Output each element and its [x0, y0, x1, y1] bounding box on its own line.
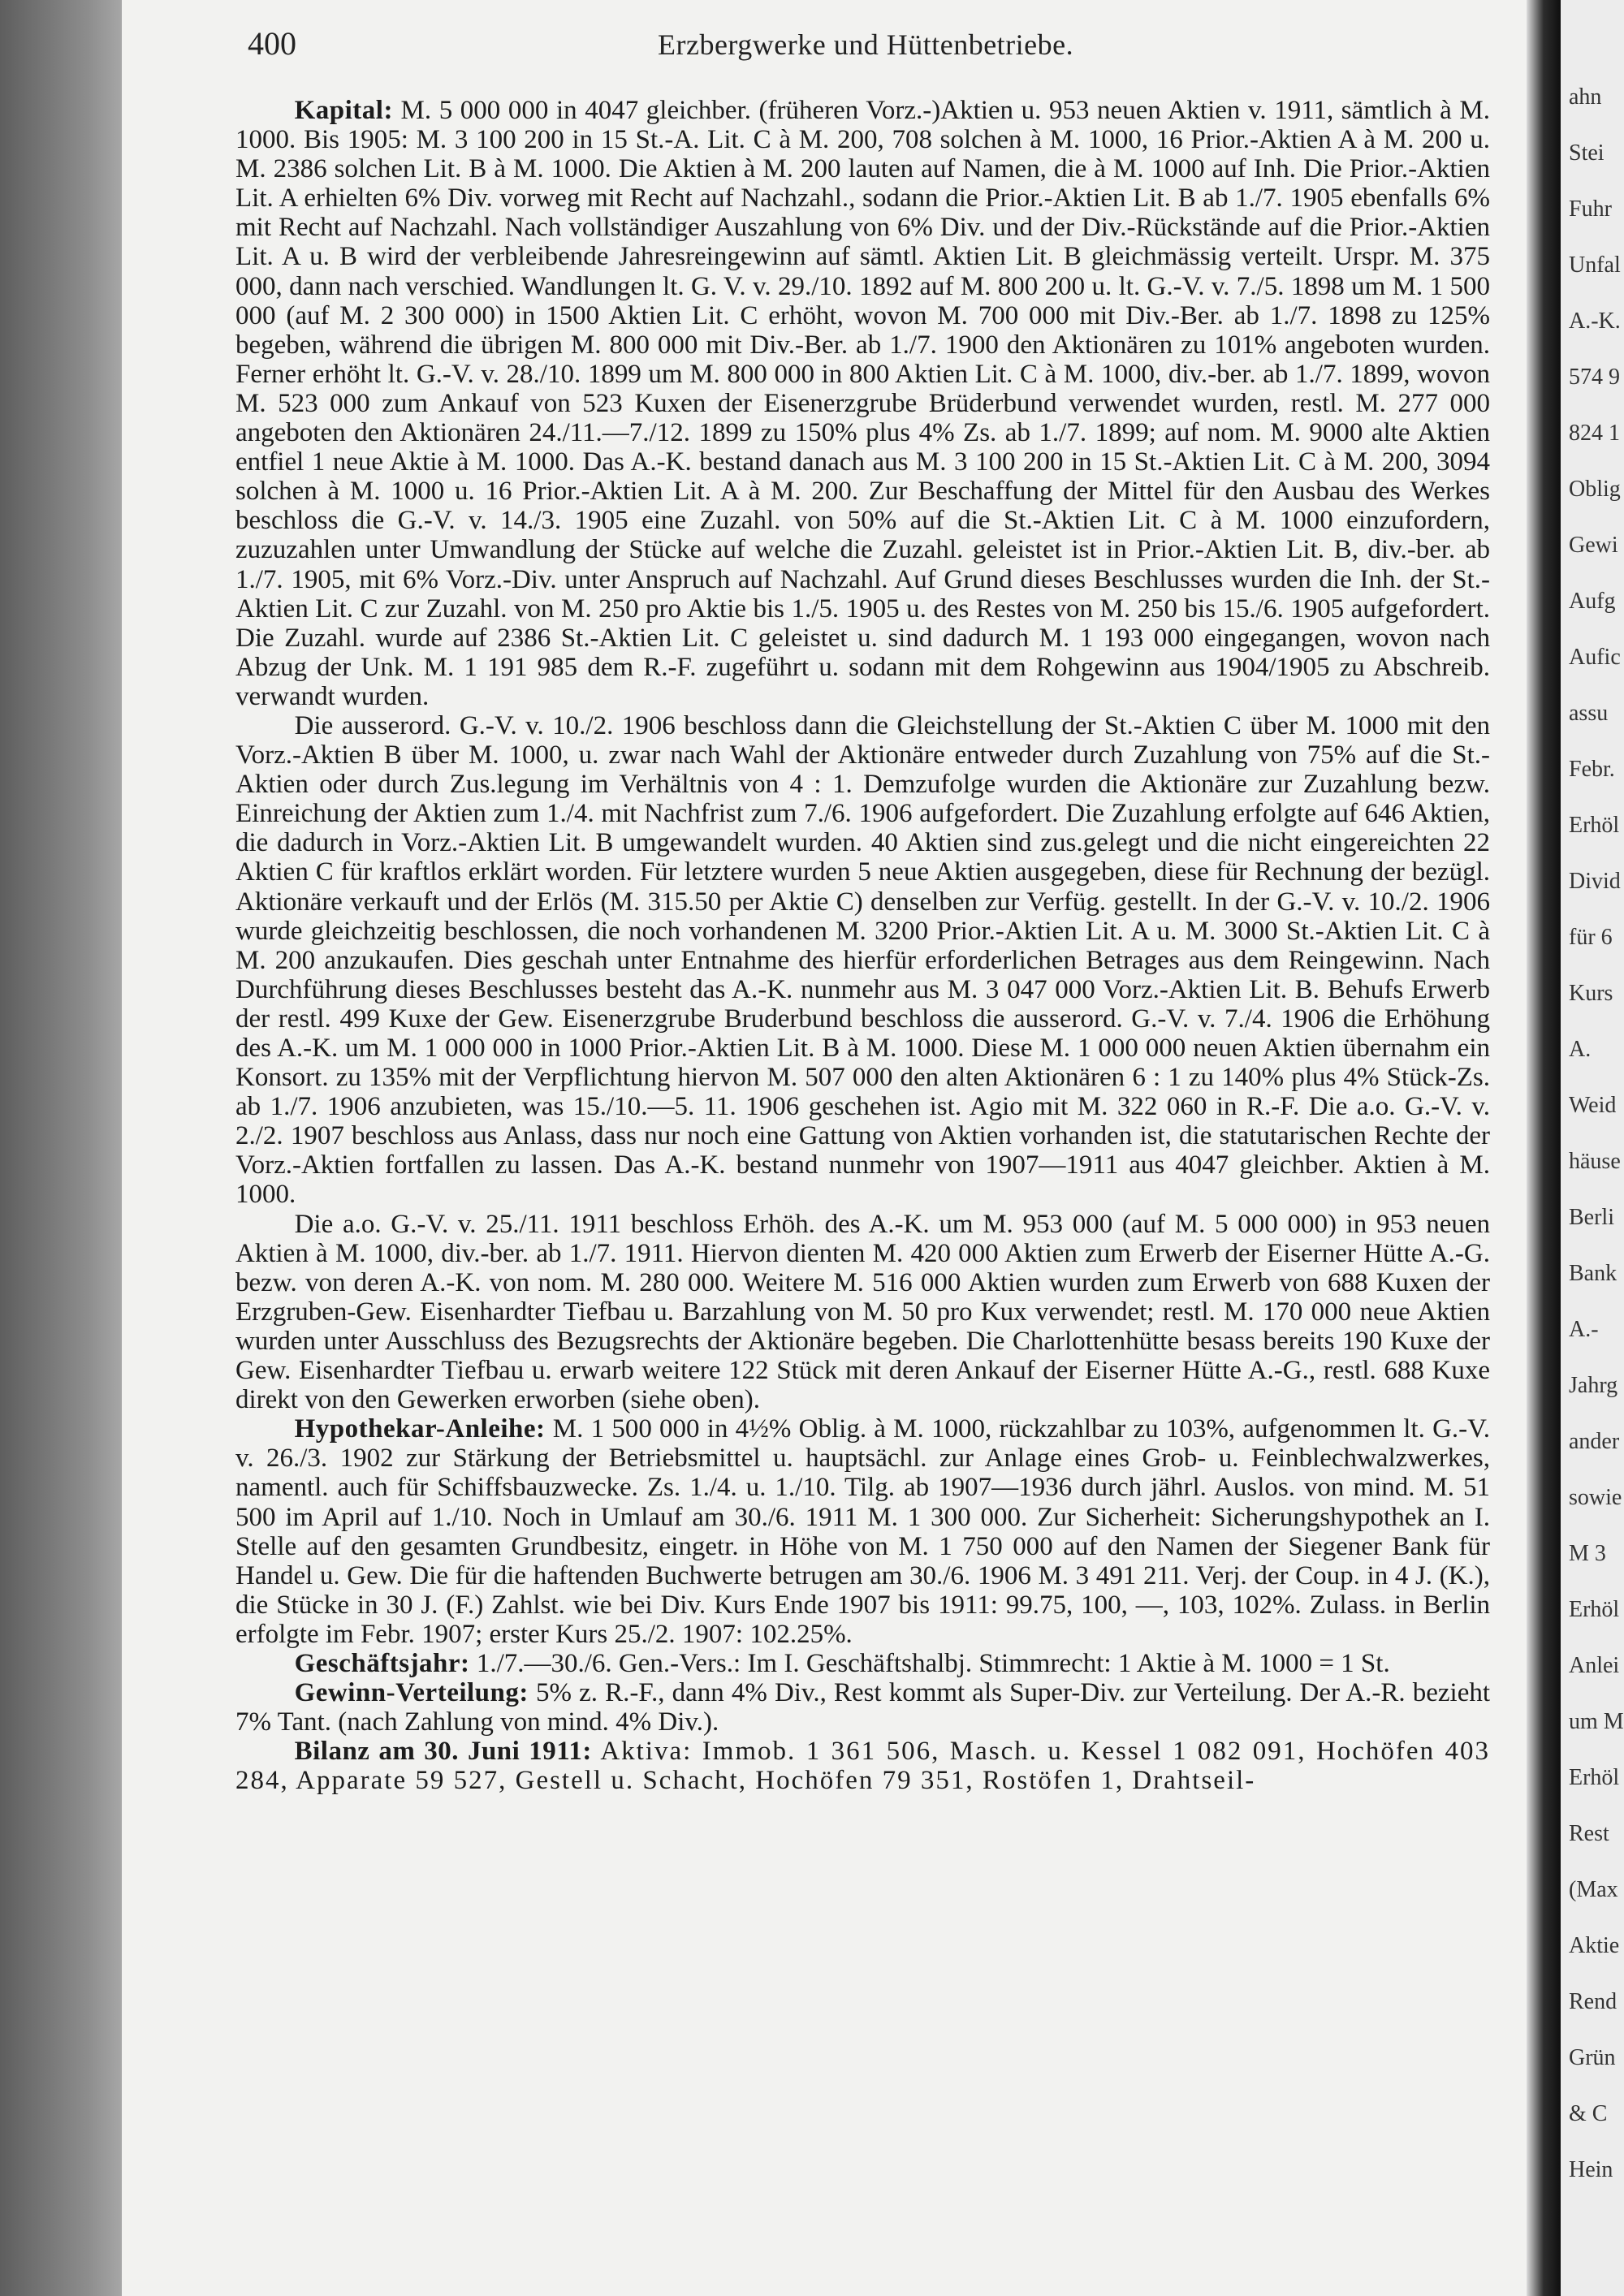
paragraph-lead: Hypothekar-Anleihe:: [294, 1414, 546, 1444]
next-page-fragment: Stei: [1569, 140, 1605, 166]
next-page-fragment: Divid: [1569, 869, 1621, 894]
next-page-fragment: Anlei: [1569, 1653, 1620, 1678]
next-page-fragment: Oblig: [1569, 477, 1621, 502]
next-page-fragment: Grün: [1569, 2045, 1616, 2070]
next-page-fragment: Weid: [1569, 1093, 1617, 1118]
next-page-fragment: M 3: [1569, 1541, 1606, 1566]
paragraph-text: M. 5 000 000 in 4047 gleichber. (früheren Vorz.-)Aktien u. 953 neuen Aktien v. 1911, sämtlich à M. 1000. Bis 1905: M. 3 100 200 in 15 St.-A. Lit. C à M. 200, 708 solchen à M. 1000, 16 Prior.-Aktien A à M. 200 u. M. 2386 solchen Lit. B à M. 1000. Die Aktien à M. 200 lauten auf Namen, die à M. 1000 auf Inh. Die Prior.-Aktien Lit. A erhielten 6% Div. vorweg mit Recht auf Nachzahl., sodann die Prior.-Aktien Lit. B ab 1./7. 1905 ebenfalls 6% mit Recht auf Nachzahl. Nach vollständiger Auszahlung von 6% Div. und der Div.-Rückstände auf die Prior.-Aktien Lit. A u. B wird der verbleibende Jahresreingewinn auf sämtl. Aktien Lit. B gleichmässig verteilt. Urspr. M. 375 000, dann nach verschied. Wandlungen lt. G. V. v. 29./10. 1892 auf M. 800 200 u. lt. G.-V. v. 7./5. 1898 um M. 1 500 000 (auf M. 2 300 000) in 1500 Aktien Lit. C erhöht, wovon M. 700 000 mit Div.-Ber. ab 1./7. 1898 zu 125% begeben, während die übrigen M. 800 000 mit Div.-Ber. ab 1./7. 1900 den Aktionären zu 101% angeboten wurden. Ferner erhöht lt. G.-V. v. 28./10. 1899 um M. 800 000 in 800 Aktien Lit. C à M. 1000, div.-ber. ab 1./7. 1899, wovon M. 523 000 zum Ankauf von 523 Kuxen der Eisenerzgrube Brüderbund verwendet wurden, restl. M. 277 000 angeboten den Aktionären 24./11.—7./12. 1899 zu 150% plus 4% Zs. ab 1./7. 1899; auf nom. M. 9000 alte Aktien entfiel 1 neue Aktie à M. 1000. Das A.-K. bestand danach aus M. 3 100 200 in 15 St.-Aktien Lit. C à M. 200, 3094 solchen à M. 1000 u. 16 Prior.-Aktien Lit. A à M. 200. Zur Beschaffung der Mittel für den Ausbau des Werkes beschloss die G.-V. v. 14./3. 1905 eine Zuzahl. von 50% auf die St.-Aktien Lit. C à M. 1000 einzufordern, zuzuzahlen unter Umwandlung der Stücke auf welche die Zuzahl. geleistet ist in Prior.-Aktien Lit. B, div.-ber. ab 1./7. 1905, mit 6% Vorz.-Div. unter Anspruch auf Nachzahl. Auf Grund dieses Beschlusses wurden die Inh. der St.-Aktien Lit. C zur Zuzahl. von M. 250 pro Aktie bis 1./5. 1905 u. des Restes von M. 250 bis 15./6. 1905 aufgefordert. Die Zuzahl. wurde auf 2386 St.-Aktien Lit. C geleistet u. sind dadurch M. 1 193 000 eingegangen, wovon nach Abzug der Unk. M. 1 191 985 dem R.-F. zugeführt u. sodann mit dem Rohgewinn aus 1904/1905 zu Abschreib. verwandt wurden.: [235, 96, 1491, 711]
paragraph-text: Die ausserord. G.-V. v. 10./2. 1906 beschloss dann die Gleichstellung der St.-Aktien C über M. 1000 mit den Vorz.-Aktien B über M. 1000, u. zwar nach Wahl der Aktionäre entweder durch Zuzahlung von 75% auf die St.-Aktien oder durch Zus.legung im Verhältnis von 4 : 1. Demzufolge wurden die Aktionäre zur Zuzahlung bezw. Einreichung der Aktien zum 1./4. mit Nachfrist zum 7./6. 1906 aufgefordert. Die Zuzahlung erfolgte auf 646 Aktien, die dadurch in Vorz.-Aktien Lit. B umgewandelt wurden. 40 Aktien sind zus.gelegt und die nicht eingereichten 22 Aktien C für kraftlos erklärt worden. Für letztere wurden 5 neue Aktien ausgegeben, diese für Rechnung der bezügl. Aktionäre verkauft und der Erlös (M. 315.50 per Aktie C) denselben zur Verfüg. gestellt. In der G.-V. v. 10./2. 1906 wurde gleichzeitig beschlossen, die noch vorhandenen M. 3200 Prior.-Aktien Lit. A u. M. 3000 St.-Aktien Lit. C à M. 200 anzukaufen. Dies geschah unter Entnahme des hierfür erforderlichen Betrages aus dem Reingewinn. Nach Durchführung dieses Beschlusses besteht das A.-K. nunmehr aus M. 3 047 000 Vorz.-Aktien Lit. B. Behufs Erwerb der restl. 499 Kuxe der Gew. Eisenerzgrube Bruderbund beschloss die ausserord. G.-V. v. 7./4. 1906 die Erhöhung des A.-K. um M. 1 000 000 in 1000 Prior.-Aktien Lit. B à M. 1000. Diese M. 1 000 000 neuen Aktien übernahm ein Konsort. zu 135% mit der Verpflichtung hiervon M. 507 000 den alten Aktionären 6 : 1 zu 140% plus 4% Stück-Zs. ab 1./7. 1906 anzubieten, was 15./10.—5. 11. 1906 geschehen ist. Agio mit M. 322 060 in R.-F. Die a.o. G.-V. v. 2./2. 1907 beschloss aus Anlass, dass nur noch eine Gattung von Aktien vorhanden ist, die statutarischen Rechte der Vorz.-Aktien fortfallen zu lassen. Das A.-K. bestand nunmehr von 1907—1911 aus 4047 gleichber. Aktien à M. 1000.: [235, 710, 1490, 1210]
paragraph-bilanz: [235, 1737, 1490, 1795]
paragraph-text: 5% z. R.-F., dann 4% Div., Rest kommt als Super-Div. zur Verteilung. Der A.-R. bezieht 7% Tant. (nach Zahlung von mind. 4% Div.).: [235, 1678, 1491, 1737]
next-page-fragment: A.-K.: [1569, 309, 1621, 334]
book-gutter: [1527, 0, 1561, 2296]
next-page-fragment: ander: [1569, 1429, 1620, 1454]
paragraph-hypothekar-anleihe: [235, 1414, 1490, 1649]
paragraph-erhoehung-1911: [235, 1210, 1490, 1415]
next-page-fragment: Jahrg: [1569, 1373, 1618, 1398]
next-page-fragment: Aktie: [1569, 1933, 1620, 1958]
paragraph-gleichstellung: [235, 711, 1490, 1210]
next-page-fragment: A.: [1569, 1037, 1592, 1062]
next-page-fragment: & C: [1569, 2101, 1608, 2126]
paragraph-gewinn-verteilung: [235, 1678, 1490, 1737]
next-page-fragment: ahn: [1569, 84, 1602, 110]
next-page-fragment: assu: [1569, 701, 1609, 726]
next-page-fragment: Unfal: [1569, 252, 1621, 278]
next-page-fragment: Erhöl: [1569, 1597, 1620, 1622]
next-page-fragment: 824 1: [1569, 421, 1620, 446]
next-page-fragment: Hein: [1569, 2157, 1613, 2182]
paragraph-kapital: [235, 96, 1490, 711]
page-body: [235, 96, 1490, 1795]
next-page-fragment: A.-: [1569, 1317, 1599, 1342]
next-page-fragment: für 6: [1569, 925, 1613, 950]
paragraph-lead: Gewinn-Verteilung:: [294, 1678, 529, 1708]
next-page-fragment: Gewi: [1569, 533, 1618, 558]
next-page-fragment: Aufg: [1569, 589, 1616, 614]
next-page-fragment: (Max: [1569, 1877, 1618, 1902]
next-page-fragment: Erhöl: [1569, 1765, 1620, 1790]
paragraph-text: Die a.o. G.-V. v. 25./11. 1911 beschloss Erhöh. des A.-K. um M. 953 000 (auf M. 5 000 000) in 953 neuen Aktien à M. 1000, div.-ber. ab 1./7. 1911. Hiervon dienten M. 420 000 Aktien zum Erwerb der Eiserner Hütte A.-G. bezw. von deren A.-K. von nom. M. 280 000. Weitere M. 516 000 Aktien wurden zum Erwerb von 688 Kuxen der Erzgruben-Gew. Eisenhardter Tiefbau u. Barzahlung von M. 50 pro Kux verwendet; restl. M. 170 000 neue Aktien wurden unter Ausschluss des Bezugsrechts der Aktionäre begeben. Die Charlottenhütte besass bereits 190 Kuxe der Gew. Eisenhardter Tiefbau u. erwarb weitere 122 Stück mit deren Ankauf der Eiserner Hütte A.-G., restl. 688 Kuxe direkt von den Gewerken erworben (siehe oben).: [235, 1209, 1490, 1415]
next-page-fragment: um M: [1569, 1709, 1624, 1734]
running-header: Erzbergwerke und Hüttenbetriebe.: [658, 28, 1074, 61]
paragraph-lead: Bilanz am 30. Juni 1911:: [294, 1737, 592, 1767]
next-page-fragments: [1561, 83, 1624, 2212]
next-page-fragment: Erhöl: [1569, 813, 1620, 838]
paragraph-text: Aktiva: Immob. 1 361 506, Masch. u. Kessel 1 082 091, Hochöfen 403 284, Apparate 59 527, Gestell u. Schacht, Hochöfen 79 351, Rostöfen 1, Drahtseil-: [235, 1737, 1490, 1796]
next-page-fragment: sowie: [1569, 1485, 1622, 1510]
next-page-edge: [1561, 0, 1624, 2296]
paragraph-text: 1./7.—30./6. Gen.-Vers.: Im I. Geschäftshalbj. Stimmrecht: 1 Aktie à M. 1000 = 1 St.: [476, 1648, 1390, 1678]
paragraph-geschaeftsjahr: [235, 1649, 1490, 1678]
next-page-fragment: häuse: [1569, 1149, 1621, 1174]
next-page-fragment: Aufic: [1569, 645, 1621, 670]
next-page-fragment: Fuhr: [1569, 196, 1612, 222]
page-number: 400: [248, 25, 296, 62]
next-page-fragment: Rest: [1569, 1821, 1609, 1846]
paragraph-lead: Kapital:: [294, 96, 393, 125]
next-page-fragment: Rend: [1569, 1989, 1618, 2014]
paragraph-lead: Geschäftsjahr:: [294, 1648, 470, 1678]
paragraph-text: M. 1 500 000 in 4½% Oblig. à M. 1000, rückzahlbar zu 103%, aufgenommen lt. G.-V. v. 26./3. 1902 zur Stärkung der Betriebsmittel u. hauptsächl. zur Anlage eines Grob- u. Feinblechwalzwerkes, namentl. auch für Schiffsbauzwecke. Zs. 1./4. u. 1./10. Tilg. ab 1907—1936 durch jährl. Auslos. von mind. M. 51 500 im April auf 1./10. Noch in Umlauf am 30./6. 1911 M. 1 300 000. Zur Sicherheit: Sicherungshypothek an I. Stelle auf den gesamten Grundbesitz, eingetr. in Höhe von M. 1 750 000 auf den Namen der Siegener Bank für Handel u. Gew. Die für die haftenden Buchwerte betrugen am 30./6. 1906 M. 3 491 211. Verj. der Coup. in 4 J. (K.), die Stücke in 30 J. (F.) Zahlst. wie bei Div. Kurs Ende 1907 bis 1911: 99.75, 100, —, 103, 102%. Zulass. in Berlin erfolgte im Febr. 1907; erster Kurs 25./2. 1907: 102.25%.: [235, 1414, 1491, 1649]
next-page-fragment: 574 9: [1569, 365, 1620, 390]
next-page-fragment: Febr.: [1569, 757, 1615, 782]
next-page-fragment: Kurs: [1569, 981, 1613, 1006]
next-page-fragment: Berli: [1569, 1205, 1614, 1230]
next-page-fragment: Bank: [1569, 1261, 1618, 1286]
